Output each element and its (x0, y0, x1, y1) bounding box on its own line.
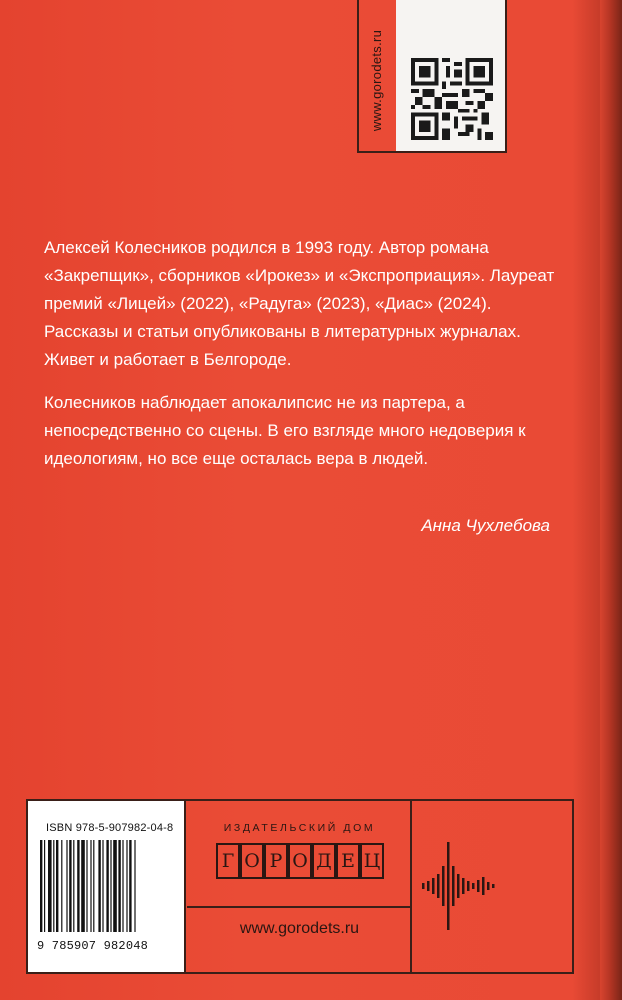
isbn-text: ISBN 978-5-907982-04-8 (46, 822, 174, 834)
author-bio (44, 234, 564, 488)
quote-author: Анна Чухлебова (421, 516, 550, 535)
bio-paragraph: Алексей Колесников родился в 1993 году. Автор романа «Закрепщик», сборников «Ирокез» и «Экспроприация». Лауреат премий «Лицей» (2022), «Радуга» (2023), «Диас» (2024). Рассказы и статьи опубликованы в литературных журналах. Живет и работает в Белгороде. (44, 238, 555, 369)
logo-letter: О (240, 843, 264, 879)
site-vertical (360, 10, 394, 150)
logo-letter: Е (336, 843, 360, 879)
publisher-label: ИЗДАТЕЛЬСКИЙ ДОМ (223, 822, 376, 834)
logo-letter: Ц (360, 843, 384, 879)
logo-letter: Р (264, 843, 288, 879)
spine-edge (600, 0, 622, 1000)
logo-letter: Д (312, 843, 336, 879)
logo-letter: О (288, 843, 312, 879)
publisher-divider (187, 906, 412, 908)
publisher-site: www.gorodets.ru (239, 920, 360, 937)
waveform-icon (418, 840, 498, 932)
quote-paragraph: Колесников наблюдает апокалипсис не из партера, а непосредственно со сцены. В его взгляде много недоверия к идеологиям, но все еще осталась вера в людей. (44, 393, 526, 468)
site-vertical-text: www.gorodets.ru (369, 29, 385, 131)
logo-letter: Г (216, 843, 240, 879)
barcode-icon (38, 840, 168, 932)
qr-code-icon (411, 58, 493, 140)
barcode-digits: 9 785907 982048 (37, 939, 149, 953)
publisher-logo (216, 843, 384, 881)
